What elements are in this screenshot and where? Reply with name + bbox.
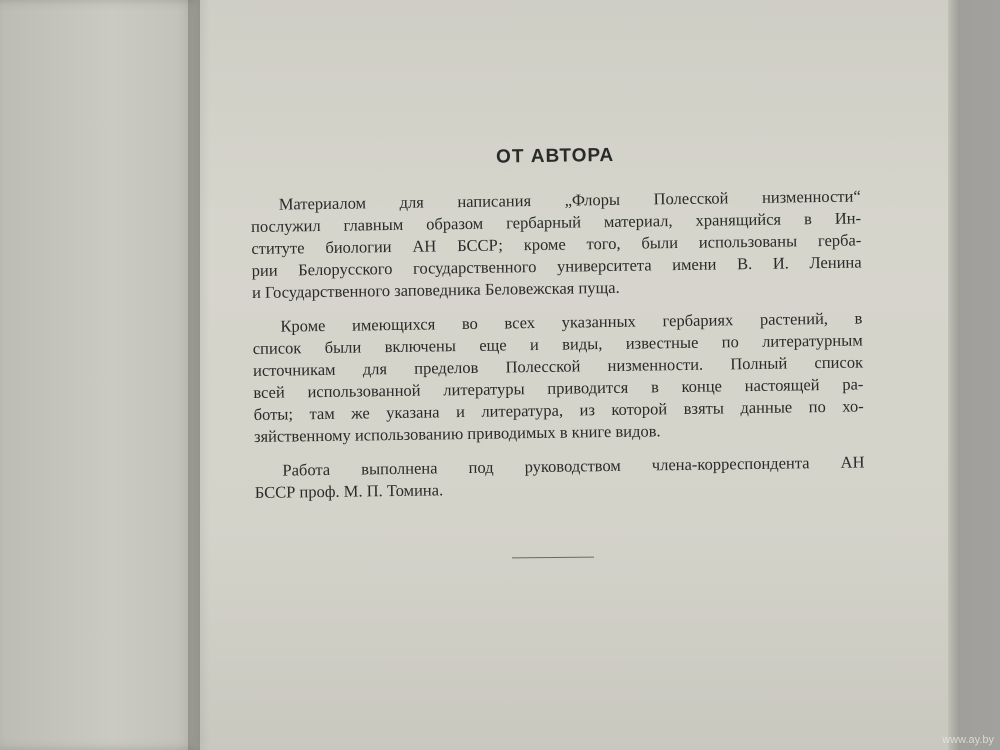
- paragraph-1: [251, 185, 862, 304]
- text-block: [250, 141, 865, 515]
- text-line: ституте биологии АН БССР; кроме того, были использованы герба-: [251, 230, 862, 258]
- text-line: боты; там же указана и литература, из которой взяты данные по хо-: [253, 396, 864, 424]
- text-line: Работа выполнена под руководством члена-корреспондента АН: [282, 452, 865, 480]
- text-line: Кроме имеющихся во всех указанных гербариях растений, в: [280, 308, 863, 336]
- paragraph-3: [254, 451, 865, 504]
- text-line: БССР проф. М. П. Томина.: [254, 480, 444, 502]
- left-page: [0, 0, 200, 750]
- text-line: и Государственного заповедника Беловежская пуща.: [251, 277, 620, 302]
- paragraph-2: [252, 307, 864, 448]
- book-fold: [188, 0, 210, 750]
- text-line: источникам для пределов Полесской низменности. Полный список: [252, 352, 864, 380]
- watermark: www.ay.by: [942, 734, 994, 746]
- page-edge: [948, 0, 960, 750]
- text-line: зяйственному использованию приводимых в книге видов.: [253, 421, 661, 446]
- text-line: список были включены еще и виды, известные по литературным: [252, 330, 863, 358]
- text-line: Материалом для написания „Флоры Полесской низменности“: [278, 186, 861, 214]
- text-line: послужил главным образом гербарный материал, хранящийся в Ин-: [250, 208, 862, 236]
- text-line: рии Белорусского государственного университета имени В. И. Ленина: [251, 252, 862, 280]
- page-heading: ОТ АВТОРА: [495, 144, 615, 168]
- text-line: всей использованной литературы приводится в конце настоящей ра-: [253, 374, 864, 402]
